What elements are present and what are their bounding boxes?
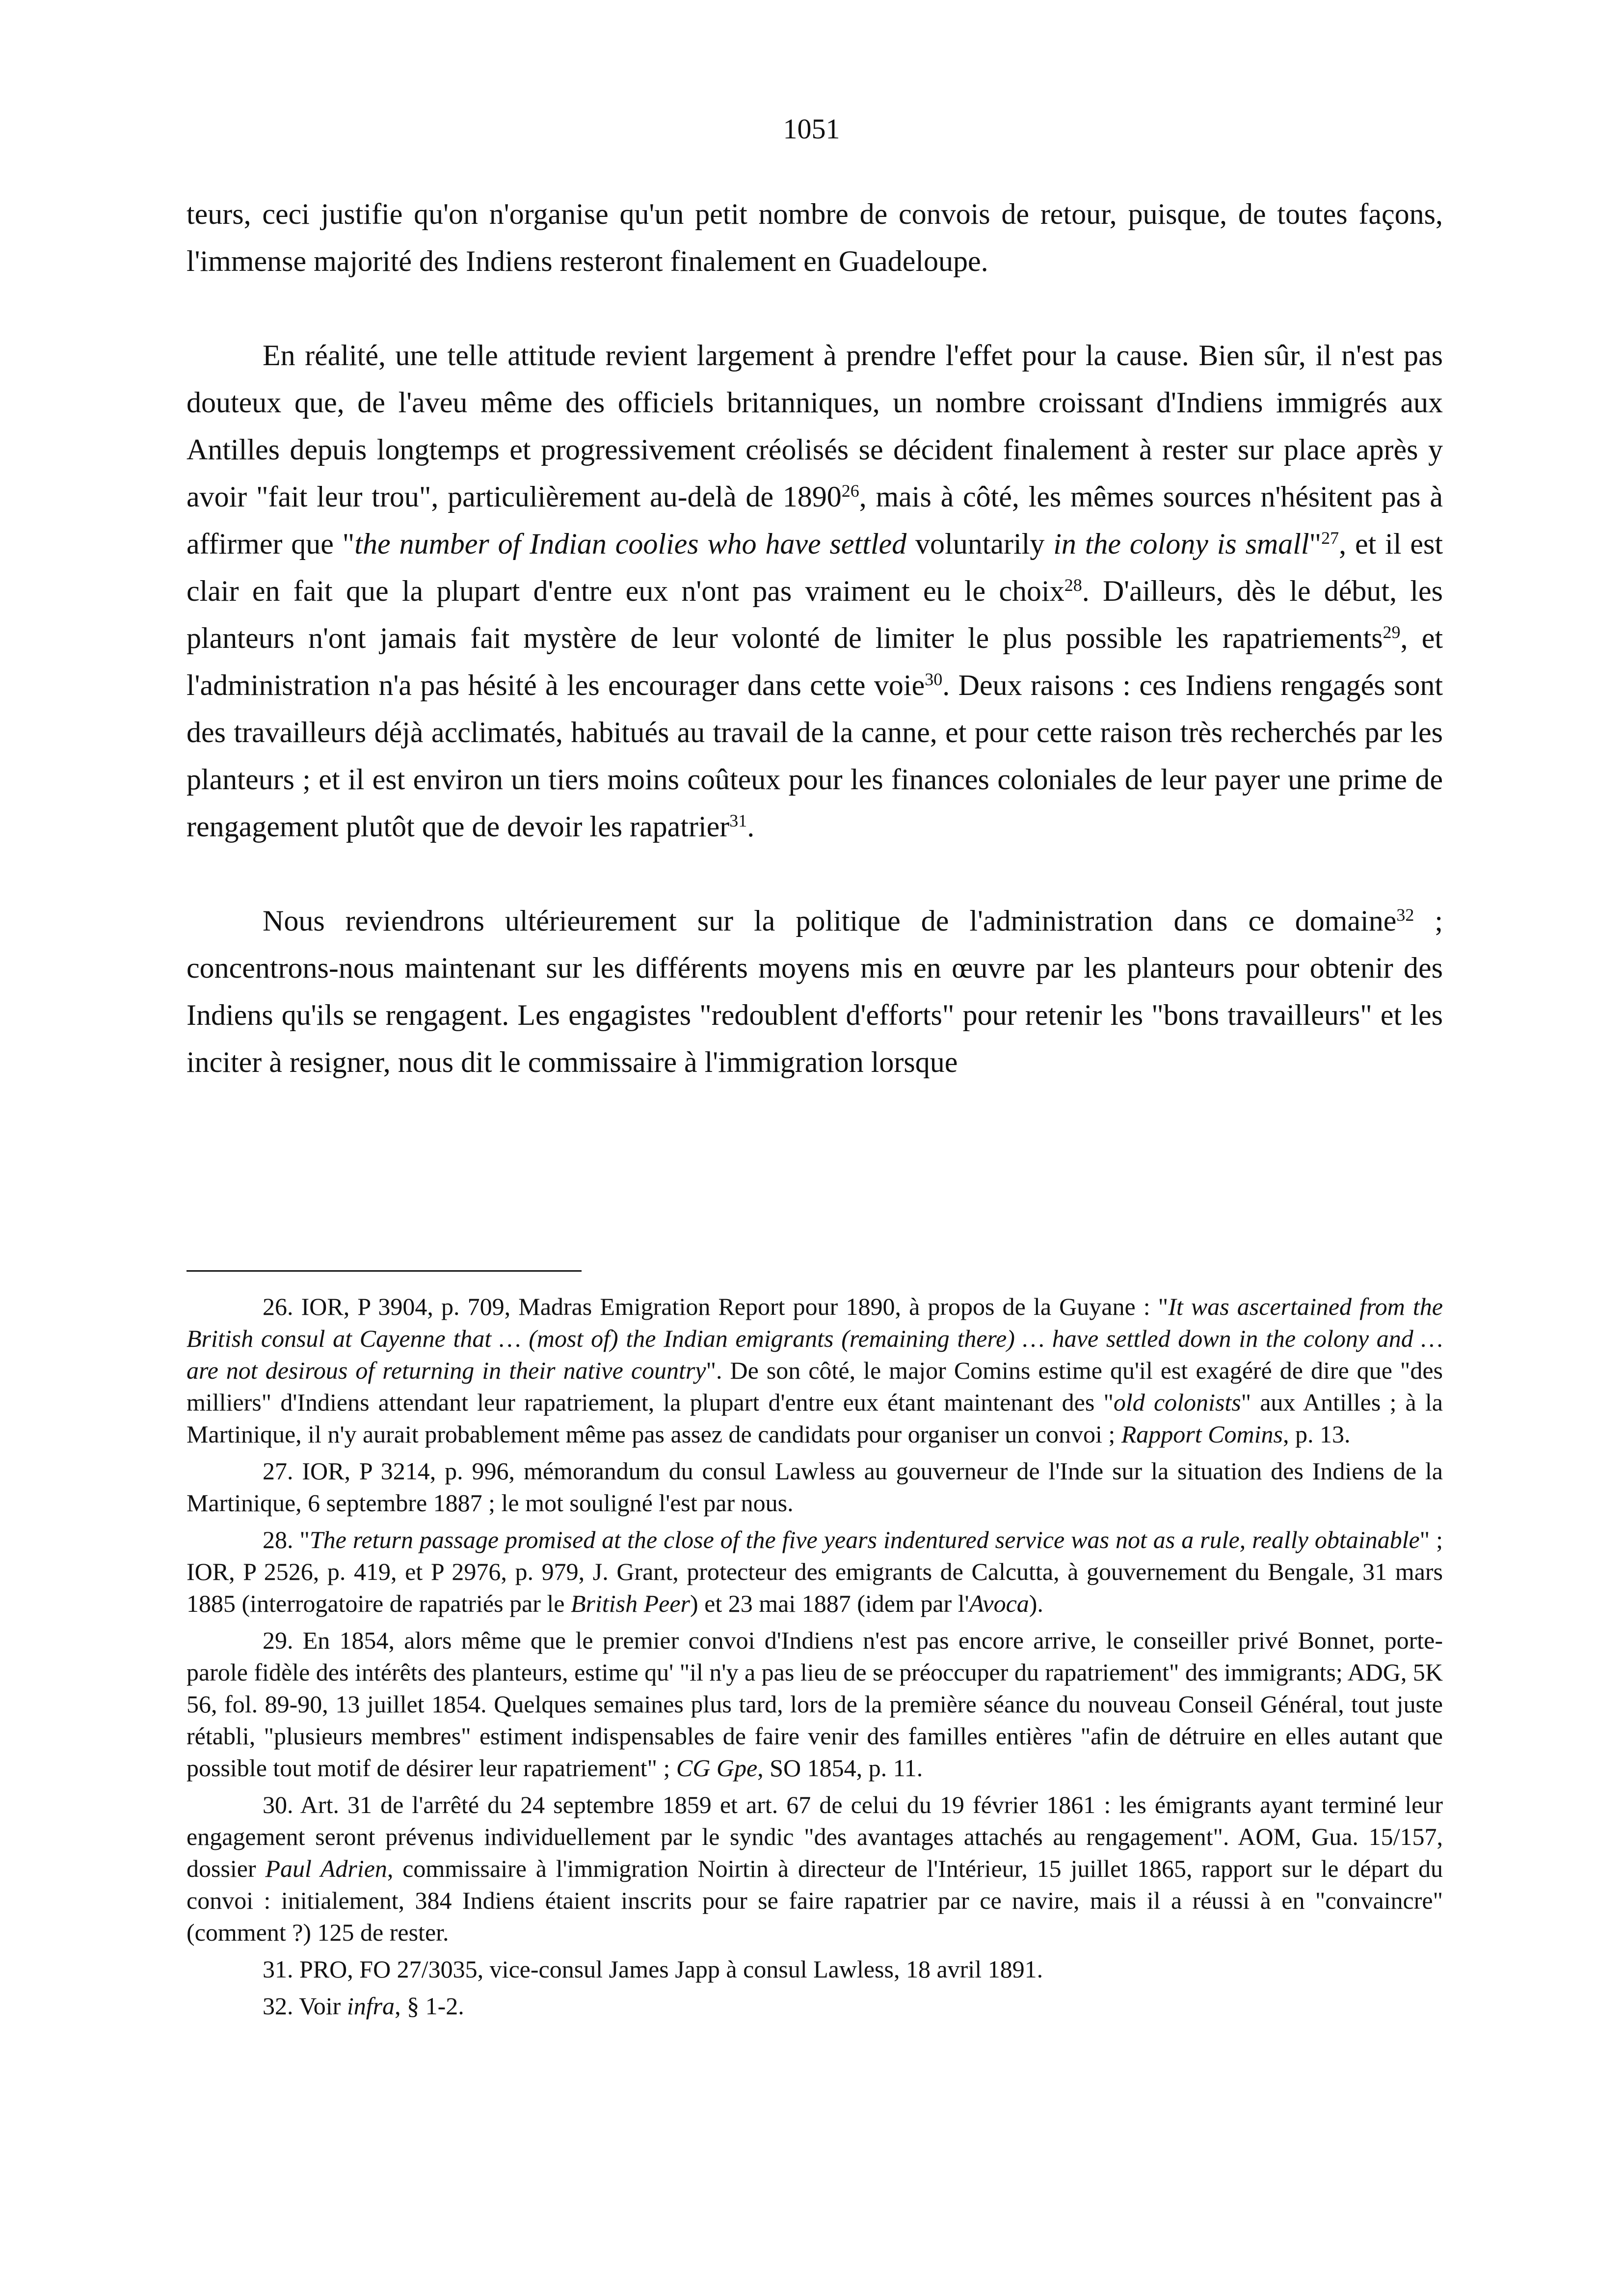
text-run: ) et 23 mai 1887 (idem par l'	[690, 1590, 969, 1617]
paragraph-3	[186, 897, 1443, 1086]
paragraph-2	[186, 332, 1443, 850]
page-number: 1051	[783, 113, 840, 145]
text-run: 29. En 1854, alors même que le premier convoi d'Indiens n'est pas encore arrive, le conseiller privé Bonnet, porte-parole fidèle des intérêts des planteurs, estime qu' "il n'y a pas lieu de se préoccuper du rapatriement" des immigrants; ADG, 5K 56, fol. 89-90, 13 juillet 1854. Quelques semaines plus tard, lors de la première séance du nouveau Conseil Général, tout juste rétabli, "plusieurs membres" estiment indispensables de faire venir des familles entières "afin de détruire en elles autant que possible tout motif de désirer leur rapatriement" ;	[186, 1627, 1443, 1782]
text-run: " aux Antilles ; à la Martinique, il n'y aurait probablement même pas assez de candidats pour organiser un convoi ;	[186, 1388, 1443, 1448]
footnote-ref-32: 32	[1396, 905, 1414, 925]
footnote-28	[186, 1524, 1443, 1620]
text-run: , SO 1854, p. 11.	[757, 1754, 923, 1782]
text-run: , et il est clair en fait que la plupart d'entre eux n'ont pas vraiment eu le choix	[186, 528, 1443, 607]
footnote-ref-30: 30	[925, 669, 943, 689]
italic-title: Rapport Comins	[1121, 1420, 1283, 1448]
text-run: .	[747, 810, 755, 843]
text-run: voluntarily	[906, 528, 1054, 560]
footnote-ref-28: 28	[1064, 575, 1082, 595]
footnote-32	[186, 1990, 1443, 2022]
text-run: " ; IOR, P 2526, p. 419, et P 2976, p. 979, J. Grant, protecteur des emigrants de Calcutta, à gouvernement du Bengale, 31 mars 1885 (interrogatoire de rapatriés par le	[186, 1526, 1443, 1617]
italic-term: old colonists	[1113, 1388, 1241, 1416]
footnote-29	[186, 1625, 1443, 1784]
italic-quote: in the colony is small	[1053, 528, 1309, 560]
text-run: . D'ailleurs, dès le début, les planteurs n'ont jamais fait mystère de leur volonté de limiter le plus possible les rapatriements	[186, 575, 1443, 654]
text-run: ". De son côté, le major Comins estime qu'il est exagéré de dire que "des milliers" d'Indiens attendant leur rapatriement, la plupart d'entre eux étant maintenant des "	[186, 1357, 1443, 1416]
footnote-separator	[186, 1270, 582, 1272]
footnote-ref-26: 26	[841, 481, 859, 501]
footnote-27	[186, 1455, 1443, 1519]
text-run: ).	[1029, 1590, 1043, 1617]
footnote-ref-27: 27	[1321, 528, 1339, 548]
italic-term: infra	[346, 1992, 395, 2020]
text-run: En réalité, une telle attitude revient largement à prendre l'effet pour la cause. Bien sûr, il n'est pas douteux que, de l'aveu même des officiels britanniques, un nombre croissant d'Indiens immigrés aux Antilles depuis longtemps et progressivement créolisés se décident finalement à rester sur place après y avoir "fait leur trou", particulièrement au-delà de 1890	[186, 339, 1443, 513]
italic-quote: the number of Indian coolies who have settled	[354, 528, 907, 560]
text-run: , commissaire à l'immigration Noirtin à directeur de l'Intérieur, 15 juillet 1865, rapport sur le départ du convoi : initialement, 384 Indiens étaient inscrits pour se faire rapatrier par ce navire, mais il a réussi à en "convaincre" (comment ?) 125 de rester.	[186, 1855, 1443, 1946]
text-run: 28. "	[263, 1526, 310, 1553]
footnote-ref-31: 31	[729, 811, 747, 830]
footnote-ref-29: 29	[1383, 622, 1401, 642]
text-run: ; concentrons-nous maintenant sur les différents moyens mis en œuvre par les planteurs pour obtenir des Indiens qu'ils se rengagent. Les engagistes "redoublent d'efforts" pour retenir les "bons travailleurs" et les inciter à resigner, nous dit le commissaire à l'immigration lorsque	[186, 905, 1443, 1078]
text-run: 26. IOR, P 3904, p. 709, Madras Emigration Report pour 1890, à propos de la Guyane : "	[263, 1293, 1169, 1320]
footnotes	[186, 1291, 1443, 2027]
text-run: "	[1309, 528, 1322, 560]
text-run: , § 1-2.	[395, 1992, 464, 2020]
text-run: Nous reviendrons ultérieurement sur la politique de l'administration dans ce domaine	[263, 905, 1397, 937]
paragraph-1	[186, 190, 1443, 285]
footnote-26	[186, 1291, 1443, 1450]
italic-quote: It was ascertained from the British consul at Cayenne that … (most of) the Indian emigrants (remaining there) … have settled down in the colony and … are not desirous of returning in their native country	[186, 1293, 1443, 1384]
text-run: , mais à côté, les mêmes sources n'hésitent pas à affirmer que "	[186, 481, 1443, 560]
text-run: 32. Voir	[263, 1992, 347, 2020]
text-run: . Deux raisons : ces Indiens rengagés sont des travailleurs déjà acclimatés, habitués au travail de la canne, et pour cette raison très recherchés par les planteurs ; et il est environ un tiers moins coûteux pour les finances coloniales de leur payer une prime de rengagement plutôt que de devoir les rapatrier	[186, 669, 1443, 843]
text-run: 30. Art. 31 de l'arrêté du 24 septembre 1859 et art. 67 de celui du 19 février 1861 : les émigrants ayant terminé leur engagement seront prévenus individuellement par le syndic "des avantages attachés au rengagement". AOM, Gua. 15/157, dossier	[186, 1791, 1443, 1882]
italic-source: CG Gpe	[676, 1754, 758, 1782]
text-run: 31. PRO, FO 27/3035, vice-consul James Japp à consul Lawless, 18 avril 1891.	[263, 1955, 1043, 1983]
text-run: , et l'administration n'a pas hésité à les encourager dans cette voie	[186, 622, 1443, 701]
footnote-30	[186, 1789, 1443, 1949]
italic-ship-name: Paul Adrien	[265, 1855, 387, 1882]
italic-quote: The return passage promised at the close of the five years indentured service was not as a rule, really obtainable	[309, 1526, 1420, 1553]
text-run: , p. 13.	[1282, 1420, 1351, 1448]
text-run: teurs, ceci justifie qu'on n'organise qu'un petit nombre de convois de retour, puisque, de toutes façons, l'immense majorité des Indiens resteront finalement en Guadeloupe.	[186, 198, 1443, 277]
main-text	[186, 190, 1443, 1086]
italic-ship-name: Avoca	[969, 1590, 1029, 1617]
footnote-31	[186, 1953, 1443, 1985]
italic-ship-name: British Peer	[570, 1590, 691, 1617]
text-run: 27. IOR, P 3214, p. 996, mémorandum du consul Lawless au gouverneur de l'Inde sur la situation des Indiens de la Martinique, 6 septembre 1887 ; le mot souligné l'est par nous.	[186, 1457, 1443, 1517]
